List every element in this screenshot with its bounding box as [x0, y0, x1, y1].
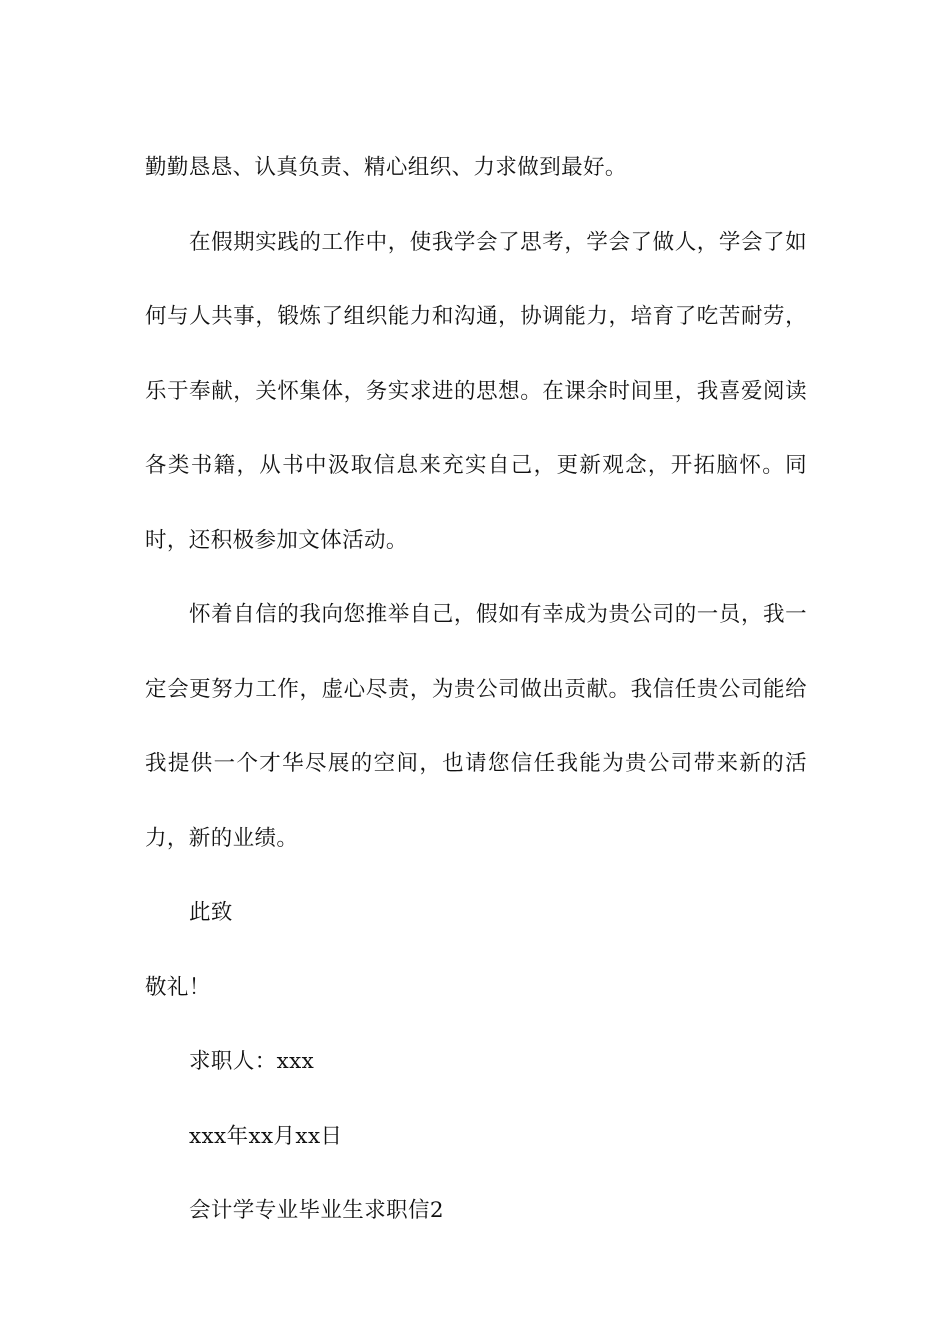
paragraph-continuation: 勤勤恳恳、认真负责、精心组织、力求做到最好。 — [145, 155, 627, 180]
signature-applicant: 求职人：xxx — [189, 1049, 315, 1074]
closing-respects: 敬礼！ — [145, 974, 211, 1000]
paragraph-self-recommendation: 怀着自信的我向您推举自己，假如有幸成为贵公司的一员，我一定会更努力工作，虚心尽责，为贵公司做出贡献。我信任贵公司能给我提供一个才华尽展的空间，也请您信任我能为贵公司带来新的活力，新的业绩。 — [145, 602, 807, 851]
paragraph-practice-experience: 在假期实践的工作中，使我学会了思考，学会了做人，学会了如何与人共事，锻炼了组织能力和沟通，协调能力，培育了吃苦耐劳，乐于奉献，关怀集体，务实求进的思想。在课余时间里，我喜爱阅读各类书籍，从书中汲取信息来充实自己，更新观念，开拓脑怀。同时，还积极参加文体活动。 — [145, 229, 807, 553]
closing-salutation: 此致 — [189, 900, 233, 925]
document-body — [145, 131, 807, 1249]
signature-date: xxx年xx月xx日 — [189, 1123, 343, 1149]
next-letter-heading: 会计学专业毕业生求职信2 — [189, 1198, 444, 1223]
